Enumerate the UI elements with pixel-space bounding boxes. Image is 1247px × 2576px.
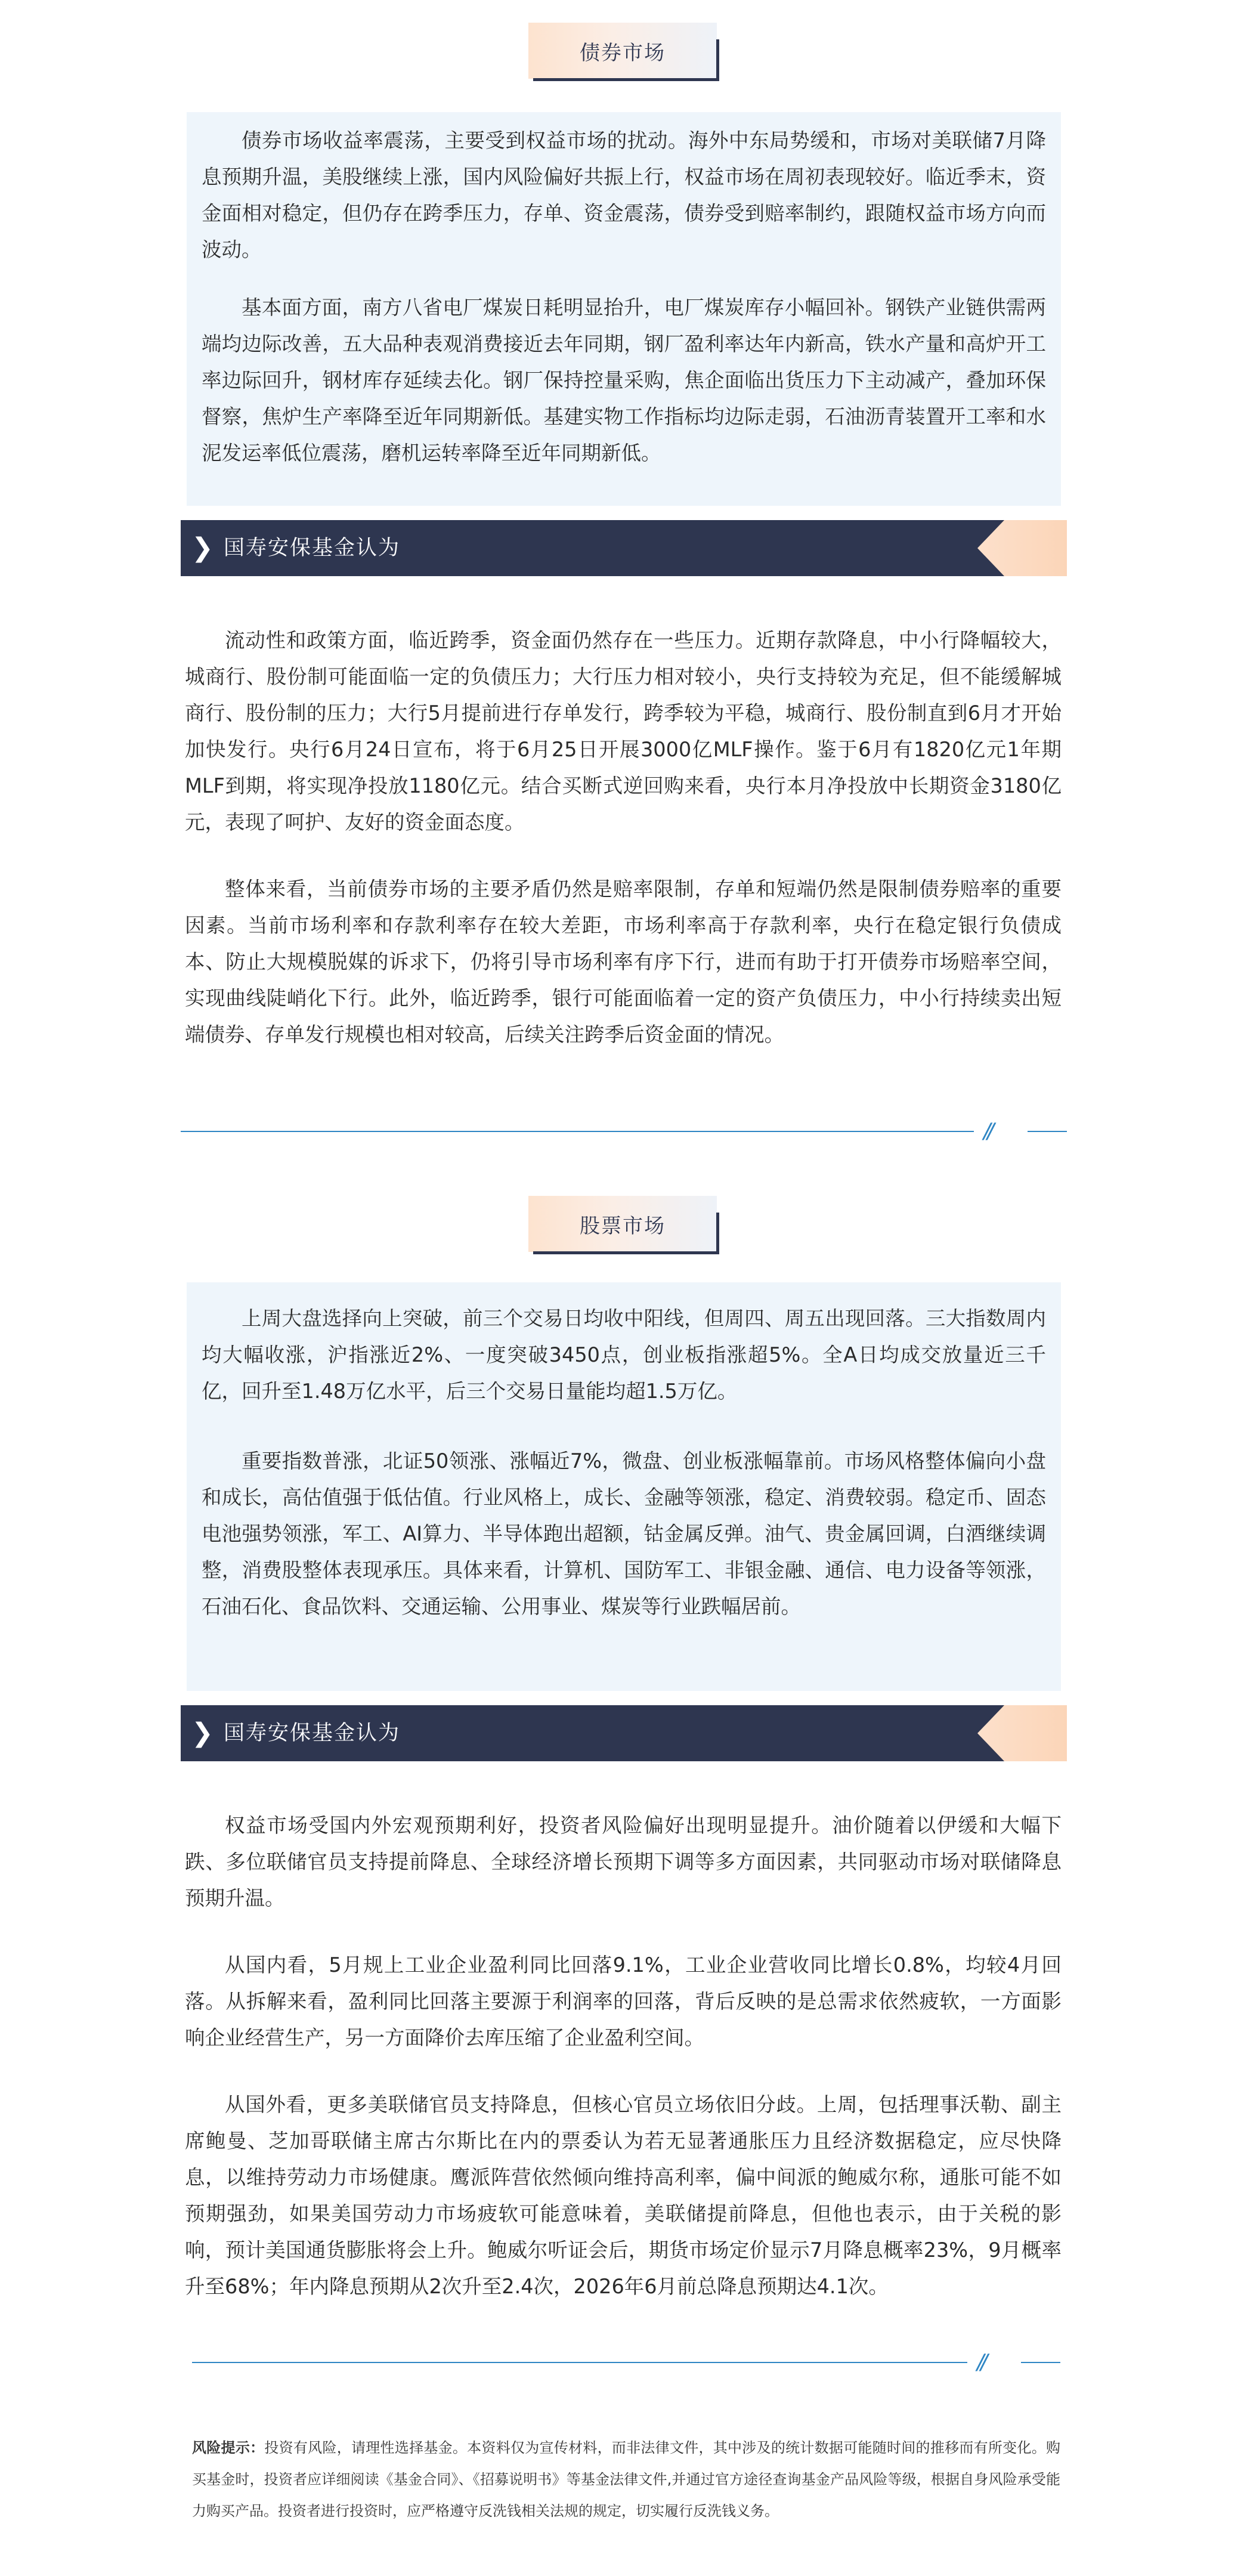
chevron-right-icon: ❯ xyxy=(191,1718,213,1748)
stock-view-header-bar xyxy=(181,1705,1067,1761)
bond-view-header-bar xyxy=(181,520,1067,576)
risk-notice-label: 风险提示： xyxy=(192,2439,265,2456)
section-divider xyxy=(181,1119,1067,1143)
stock-view-paragraph-2: 从国内看，5月规上工业企业盈利同比回落9.1%，工业企业营收同比增长0.8%，均较4月回落。从拆解来看，盈利同比回落主要源于利润率的回落，背后反映的是总需求依然疲软，一方面影响企业经营生产，另一方面降价去库压缩了企业盈利空间。 xyxy=(185,1953,1062,2049)
divider-slash-icon: // xyxy=(983,1119,991,1143)
stock-view-paragraph-3: 从国外看，更多美联储官员支持降息，但核心官员立场依旧分歧。上周，包括理事沃勒、副主席鲍曼、芝加哥联储主席古尔斯比在内的票委认为若无显著通胀压力且经济数据稳定，应尽快降息，以维持劳动力市场健康。鹰派阵营依然倾向维持高利率，偏中间派的鲍威尔称，通胀可能不如预期强劲，如果美国劳动力市场疲软可能意味着，美联储提前降息，但他也表示，由于关税的影响，预计美国通货膨胀将会上升。鲍威尔听证会后，期货市场定价显示7月降息概率23%，9月概率升至68%；年内降息预期从2次升至2.4次，2026年6月前总降息预期达4.1次。 xyxy=(185,2093,1062,2298)
chevron-right-icon: ❯ xyxy=(191,533,213,563)
bond-view-paragraph-2: 整体来看，当前债券市场的主要矛盾仍然是赔率限制，存单和短端仍然是限制债券赔率的重要因素。当前市场利率和存款利率存在较大差距，市场利率高于存款利率，央行在稳定银行负债成本、防止大规模脱媒的诉求下，仍将引导市场利率有序下行，进而有助于打开债券市场赔率空间，实现曲线陡峭化下行。此外，临近跨季，银行可能面临着一定的资产负债压力，中小行持续卖出短端债券、存单发行规模也相对较高，后续关注跨季后资金面的情况。 xyxy=(185,877,1062,1046)
stock-summary-paragraph-1: 上周大盘选择向上突破，前三个交易日均收中阳线，但周四、周五出现回落。三大指数周内均大幅收涨，沪指涨近2%、一度突破3450点，创业板指涨超5%。全A日均成交放量近三千亿，回升至1.48万亿水平，后三个交易日量能均超1.5万亿。 xyxy=(202,1307,1046,1403)
bar-decoration xyxy=(977,1705,1067,1761)
bond-section-title-tag xyxy=(528,23,719,81)
risk-notice xyxy=(192,2432,1060,2527)
bond-view-title: 国寿安保基金认为 xyxy=(224,536,401,560)
stock-summary-paragraph-2: 重要指数普涨，北证50领涨、涨幅近7%，微盘、创业板涨幅靠前。市场风格整体偏向小盘和成长，高估值强于低估值。行业风格上，成长、金融等领涨，稳定、消费较弱。稳定币、固态电池强势领涨，军工、AI算力、半导体跑出超额，钴金属反弹。油气、贵金属回调，白酒继续调整，消费股整体表现承压。具体来看，计算机、国防军工、非银金融、通信、电力设备等领涨，石油石化、食品饮料、交通运输、公用事业、煤炭等行业跌幅居前。 xyxy=(202,1449,1046,1618)
bond-summary-paragraph-2: 基本面方面，南方八省电厂煤炭日耗明显抬升，电厂煤炭库存小幅回补。钢铁产业链供需两端均边际改善，五大品种表观消费接近去年同期，钢厂盈利率达年内新高，铁水产量和高炉开工率边际回升，钢材库存延续去化。钢厂保持控量采购，焦企面临出货压力下主动减产，叠加环保督察，焦炉生产率降至近年同期新低。基建实物工作指标均边际走弱，石油沥青装置开工率和水泥发运率低位震荡，磨机运转率降至近年同期新低。 xyxy=(202,296,1046,465)
stock-section-title: 股票市场 xyxy=(580,1214,666,1238)
bond-summary-paragraph-1: 债券市场收益率震荡，主要受到权益市场的扰动。海外中东局势缓和，市场对美联储7月降息预期升温，美股继续上涨，国内风险偏好共振上行，权益市场在周初表现较好。临近季末，资金面相对稳定，但仍存在跨季压力，存单、资金震荡，债券受到赔率制约，跟随权益市场方向而波动。 xyxy=(202,129,1046,261)
divider-slash-icon: // xyxy=(977,2350,985,2374)
stock-view-paragraph-1: 权益市场受国内外宏观预期利好，投资者风险偏好出现明显提升。油价随着以伊缓和大幅下跌、多位联储官员支持提前降息、全球经济增长预期下调等多方面因素，共同驱动市场对联储降息预期升温。 xyxy=(185,1814,1062,1910)
stock-section-title-tag xyxy=(528,1196,719,1254)
risk-notice-text: 投资有风险，请理性选择基金。本资料仅为宣传材料，而非法律文件，其中涉及的统计数据可能随时间的推移而有所变化。购买基金时，投资者应详细阅读《基金合同》、《招募说明书》等基金法律文件,并通过官方途径查询基金产品风险等级，根据自身风险承受能力购买产品。投资者进行投资时，应严格遵守反洗钱相关法规的规定，切实履行反洗钱义务。 xyxy=(192,2439,1060,2519)
stock-view-title: 国寿安保基金认为 xyxy=(224,1721,401,1745)
bond-section-title: 债券市场 xyxy=(580,41,666,65)
section-divider xyxy=(192,2350,1060,2374)
bar-decoration xyxy=(977,520,1067,576)
bond-view-paragraph-1: 流动性和政策方面，临近跨季，资金面仍然存在一些压力。近期存款降息，中小行降幅较大，城商行、股份制可能面临一定的负债压力；大行压力相对较小，央行支持较为充足，但不能缓解城商行、股份制的压力；大行5月提前进行存单发行，跨季较为平稳，城商行、股份制直到6月才开始加快发行。央行6月24日宣布，将于6月25日开展3000亿MLF操作。鉴于6月有1820亿元1年期MLF到期，将实现净投放1180亿元。结合买断式逆回购来看，央行本月净投放中长期资金3180亿元，表现了呵护、友好的资金面态度。 xyxy=(185,629,1062,834)
